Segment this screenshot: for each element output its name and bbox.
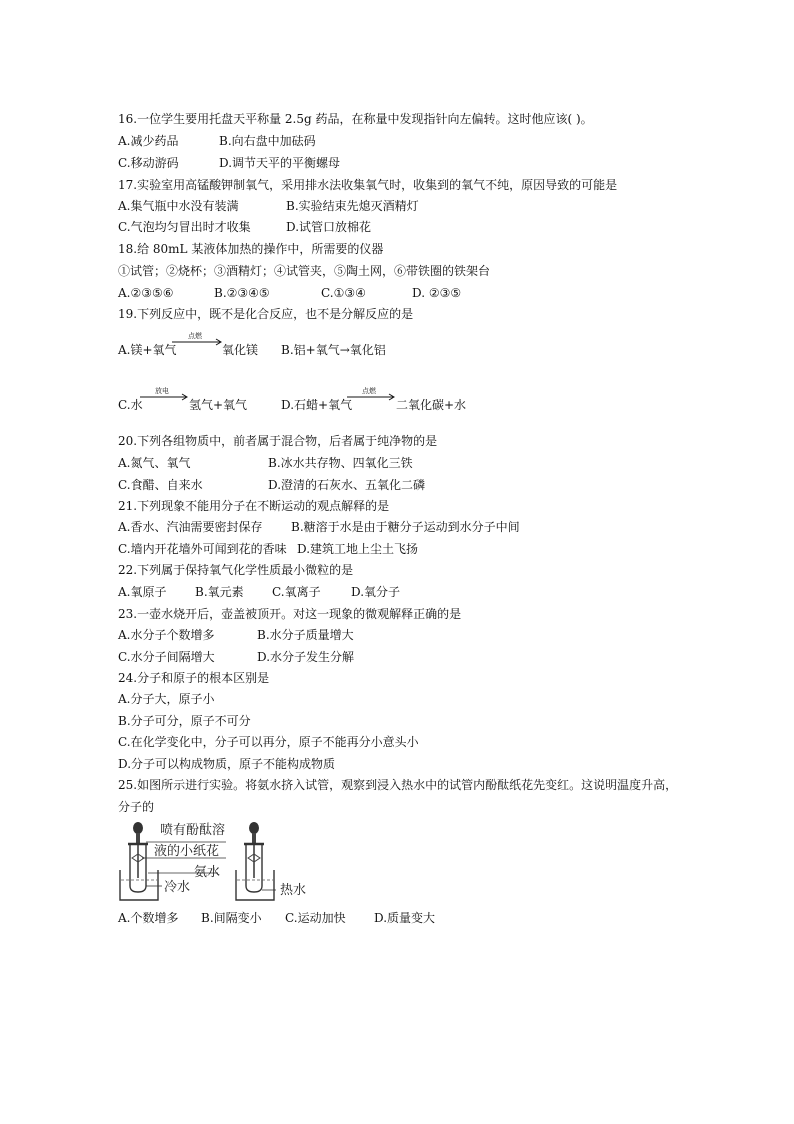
q25-option-a: A.个数增多 (118, 911, 179, 925)
q16-option-b: B.向右盘中加砝码 (219, 134, 316, 148)
q20-option-a: A.氮气、氧气 (118, 456, 191, 470)
q19-d-condition: 点燃 (362, 387, 376, 395)
figure-label-ammonia: 氨水 (194, 865, 221, 880)
q16-option-a: A.减少药品 (118, 134, 179, 148)
q21-option-c: C.墙内开花墙外可闻到花的香味 (118, 542, 287, 556)
q19-option-a-left: A.镁+氧气 (118, 343, 177, 357)
q23-stem: 23.一壶水烧开后，壶盖被顶开。对这一现象的微观解释正确的是 (118, 607, 462, 621)
q19-c-arrow-icon (140, 393, 190, 401)
q22-option-d: D.氧分子 (351, 585, 401, 599)
q19-d-arrow-icon (347, 393, 397, 401)
q16-option-c: C.移动游码 (118, 156, 179, 170)
q24-stem: 24.分子和原子的根本区别是 (118, 671, 270, 685)
q19-c-condition: 放电 (155, 387, 169, 395)
q21-option-d: D.建筑工地上尘土飞扬 (297, 542, 419, 556)
q25-option-b: B.间隔变小 (201, 911, 262, 925)
q19-option-c-left: C.水 (118, 398, 143, 412)
q20-option-d: D.澄清的石灰水、五氧化二磷 (268, 478, 426, 492)
q24-option-d: D.分子可以构成物质，原子不能构成物质 (118, 757, 336, 771)
figure-label-cold-water: 冷水 (164, 880, 191, 895)
q25-stem-line2: 分子的 (118, 800, 155, 814)
q25-option-c: C.运动加快 (285, 911, 346, 925)
q23-option-c: C.水分子间隔增大 (118, 650, 215, 664)
q19-stem: 19.下列反应中，既不是化合反应，也不是分解反应的是 (118, 307, 414, 321)
q19-option-c-right: 氢气+氧气 (189, 398, 248, 412)
q19-a-condition: 点燃 (188, 332, 202, 340)
q25-stem-line1: 25.如图所示进行实验。将氨水挤入试管，观察到浸入热水中的试管内酚酞纸花先变红。这说明温度升高， (118, 778, 678, 792)
q19-a-arrow-icon (172, 338, 224, 346)
q18-option-a: A.②③⑤⑥ (118, 286, 174, 300)
q17-option-d: D.试管口放棉花 (286, 220, 372, 234)
q20-option-b: B.冰水共存物、四氧化三铁 (268, 456, 413, 470)
experiment-figure (118, 820, 336, 902)
q23-option-d: D.水分子发生分解 (257, 650, 355, 664)
q23-option-b: B.水分子质量增大 (257, 628, 354, 642)
q18-stem: 18.给 80mL 某液体加热的操作中，所需要的仪器 (118, 242, 384, 256)
q22-option-c: C.氧离子 (272, 585, 321, 599)
q18-option-b: B.②③④⑤ (214, 286, 270, 300)
q17-option-c: C.气泡均匀冒出时才收集 (118, 220, 251, 234)
q21-option-b: B.糖溶于水是由于糖分子运动到水分子中间 (291, 520, 520, 534)
q19-option-d-right: 二氧化碳+水 (396, 398, 467, 412)
q19-option-d-left: D.石蜡+氧气 (281, 398, 353, 412)
q20-option-c: C.食醋、自来水 (118, 478, 203, 492)
q24-option-a: A.分子大，原子小 (118, 692, 215, 706)
q24-option-b: B.分子可分，原子不可分 (118, 714, 251, 728)
q22-option-b: B.氧元素 (195, 585, 244, 599)
q20-stem: 20.下列各组物质中，前者属于混合物，后者属于纯净物的是 (118, 434, 438, 448)
figure-label-phenolphthalein-2: 液的小纸花 (154, 844, 220, 859)
q19-option-b: B.铝+氧气→氧化铝 (281, 343, 386, 357)
figure-label-phenolphthalein-1: 喷有酚酞溶 (160, 823, 226, 838)
q17-option-b: B.实验结束先熄灭酒精灯 (286, 199, 419, 213)
q21-stem: 21.下列现象不能用分子在不断运动的观点解释的是 (118, 499, 390, 513)
q19-option-a-right: 氧化镁 (222, 343, 259, 357)
q23-option-a: A.水分子个数增多 (118, 628, 215, 642)
q25-option-d: D.质量变大 (374, 911, 436, 925)
q18-option-d: D. ②③⑤ (412, 286, 462, 300)
q17-option-a: A.集气瓶中水没有装满 (118, 199, 239, 213)
q24-option-c: C.在化学变化中，分子可以再分，原子不能再分小意头小 (118, 735, 419, 749)
figure-label-hot-water: 热水 (280, 883, 307, 898)
q22-option-a: A.氧原子 (118, 585, 167, 599)
q21-option-a: A.香水、汽油需要密封保存 (118, 520, 263, 534)
q17-stem: 17.实验室用高锰酸钾制氧气，采用排水法收集氧气时，收集到的氧气不纯，原因导致的可能是 (118, 178, 618, 192)
q18-items: ①试管；②烧杯；③酒精灯；④试管夹，⑤陶土网，⑥带铁圈的铁架台 (118, 264, 491, 278)
q16-stem: 16.一位学生要用托盘天平称量 2.5g 药品，在称量中发现指针向左偏转。这时他应该( )。 (118, 112, 593, 126)
q18-option-c: C.①③④ (321, 286, 366, 300)
q16-option-d: D.调节天平的平衡螺母 (219, 156, 341, 170)
q22-stem: 22.下列属于保持氧气化学性质最小微粒的是 (118, 563, 354, 577)
